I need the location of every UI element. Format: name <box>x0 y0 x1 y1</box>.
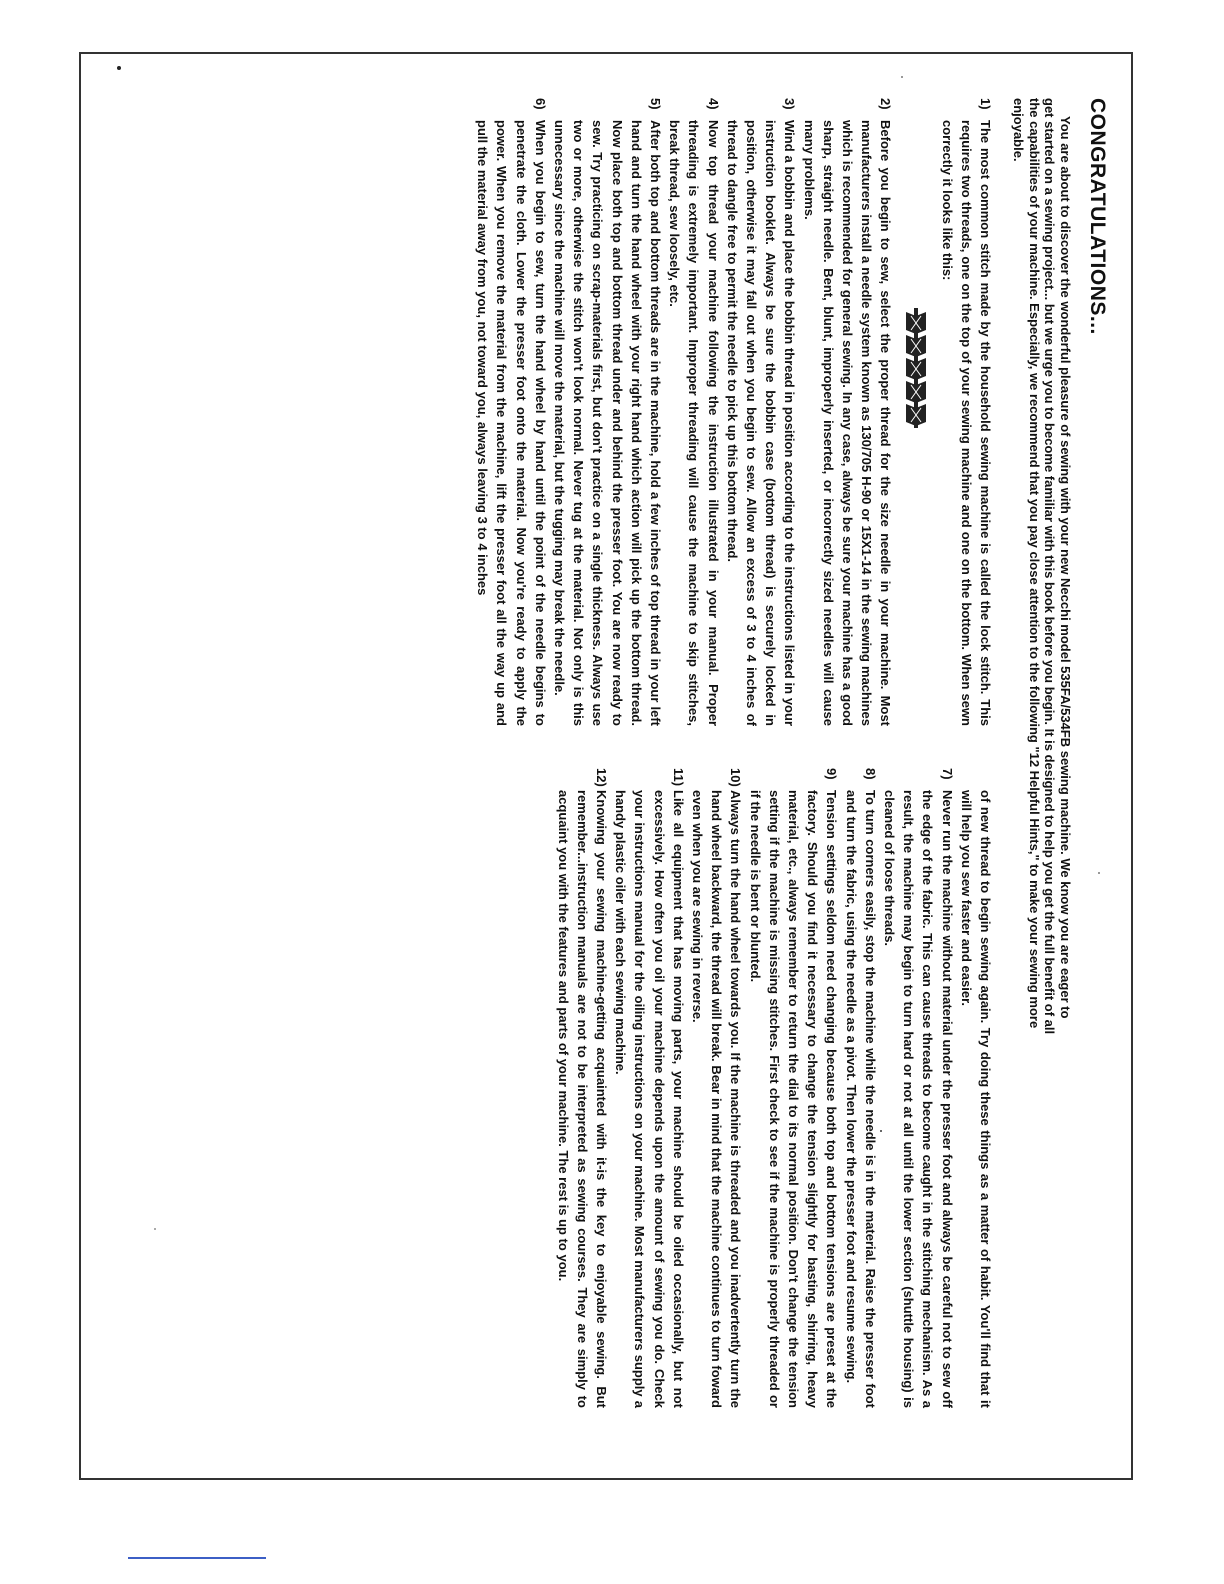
hint-7 <box>880 768 957 1408</box>
hint-text: Always turn the hand wheel towards you. If the machine is threaded and you inadvertently turn the hand wheel backward, the thread will break. Bear in mind that the machine continues to turn foward even when you are sewing in reverse. <box>689 790 744 1408</box>
bottom-rule-line <box>128 1557 266 1559</box>
intro-paragraph: You are about to discover the wonderful pleasure of sewing with your new Necchi model 535FA/534FB sewing machine. We know you are eager to get started on a sewing project... but we urge you to become familiar with this book before you begin. It is designed to help you get the full benefit of all the capabilities of your machine. Especially, we recommend that you pay close attention to the following "12 Helpful Hints," to make your sewing more enjoyable. <box>1011 98 1073 1035</box>
hint-9 <box>745 768 841 1408</box>
hint-6-continued <box>957 768 995 1408</box>
hint-8 <box>841 768 879 1408</box>
hint-text: Tension settings seldom need changing because both top and bottom tensions are preset at the factory. Should you find it necessary to change the tension slightly for basting, shirring, heavy material, etc., always remember to return the dial to its normal position. Don't change the tension setting if the machine is missing stitches. First check to see if the machine is properly threaded or if the needle is bent or blunted. <box>747 790 840 1408</box>
hint-text: To turn corners easily, stop the machine while the needle is in the material. Raise the presser foot and turn the fabric, using the needle as a pivot. Then lower the presser foot and resume sewing. <box>843 790 878 1408</box>
hint-11 <box>611 768 688 1408</box>
hint-5 <box>550 98 665 726</box>
hint-number: 6) <box>532 98 548 110</box>
hint-number: 10) <box>728 768 744 787</box>
scan-speck <box>1098 872 1100 874</box>
rotated-page-content <box>97 68 1117 1468</box>
hint-text: Never run the machine without material under the presser foot and always be careful not to sew off the edge of the fabric. This can cause threads to become caught in the stitching mechanism. As a result, the machine may begin to turn hard or not at all until the lower section (shuttle housing) is cleaned of loose threads. <box>881 790 955 1408</box>
page-frame <box>79 52 1133 1480</box>
hint-number: 2) <box>878 98 894 110</box>
hint-text: Before you begin to sew, select the proper thread for the size needle in your machine. Most manufacturers install a needle system known as 130/705 H-90 or 15X1-14 in the sewing machines which is recommended for general sewing. In any case, always be sure your machine has a good sharp, straight needle. Bent, blunt, improperly inserted, or incorrectly sized needles will cause many problems. <box>801 120 894 726</box>
hint-text: Now top thread your machine following the instruction illustrated in your manual. Proper threading is extremely important. Improper threading will cause the machine to skip stitches, break thread, sew loosely, etc. <box>667 120 721 726</box>
hint-number: 5) <box>647 98 663 110</box>
hint-3 <box>723 98 800 726</box>
lock-stitch-illustration <box>903 308 929 428</box>
hint-number: 1) <box>978 98 993 110</box>
hint-text: The most common stitch made by the household sewing machine is called the lock stitch. This requires two threads, one on the top of your sewing machine and one on the bottom. When sewn correctly it looks like this: <box>939 120 993 726</box>
right-column <box>553 768 995 1408</box>
hint-4 <box>665 98 723 726</box>
scan-speck <box>117 66 121 70</box>
hint-10 <box>688 768 746 1408</box>
hint-12 <box>553 768 611 1408</box>
hint-number: 12) <box>593 768 609 787</box>
hint-number: 11) <box>670 768 686 787</box>
scan-speck <box>901 76 903 78</box>
hint-number: 9) <box>824 768 840 780</box>
hint-text: When you begin to sew, turn the hand wheel by hand until the point of the needle begins to penetrate the cloth. Lower the presser foot onto the material. Now you're ready to apply the power. When you remove the material from the machine, lift the presser foot all the way up and pull the material away from you, not toward you, always leaving 3 to 4 inches <box>475 120 548 726</box>
hint-text: of new thread to begin sewing again. Try doing these things as a matter of habit. You'll find that it will help you sew faster and easier. <box>958 790 993 1408</box>
page-title: CONGRATULATIONS... <box>1086 98 1109 335</box>
scan-speck <box>154 1228 156 1230</box>
hint-text: Wind a bobbin and place the bobbin thread in position according to the instructions listed in your instruction booklet. Always be sure the bobbin case (bottom thread) is securely locked in position, otherwise it may fall out when you begin to sew. Allow an excess of 3 to 4 inches of thread to dangle free to permit the needle to pick up this bottom thread. <box>724 120 798 726</box>
hint-number: 8) <box>862 768 878 780</box>
hint-number: 4) <box>705 98 721 110</box>
hint-number: 3) <box>782 98 798 110</box>
hint-6 <box>473 98 550 726</box>
hint-1 <box>937 98 995 726</box>
left-column <box>473 98 995 726</box>
hint-number: 7) <box>939 768 955 780</box>
hint-2 <box>799 98 895 726</box>
hint-text: After both top and bottom threads are in the machine, hold a few inches of top thread in your left hand and turn the hand wheel with your right hand which action will pick up the bottom thread. Now place both top and bottom thread under and behind the presser foot. You are now ready to sew. Try practicing on scrap-materials first, but don't practice on a single thickness. Always use two or more, otherwise the stitch won't look normal. Never tug at the material. Not only is this unnecessary since the machine will move the material, but the tugging may break the needle. <box>551 120 663 726</box>
hint-text: Like all equipment that has moving parts, your machine should be oiled occasionally, but not excessively. How often you oil your machine depends upon the amount of sewing you do. Check your instructions manual for the oiling instructions on your machine. Most manufacturers supply a handy plastic oiler with each sewing machine. <box>613 790 686 1408</box>
hint-text: Knowing your sewing machine-getting acquainted with it-is the key to enjoyable sewing. But remember...instruction manuals are not to be interpreted as sewing courses. They are simply to acquaint you with the features and parts of your machine. The rest is up to you. <box>555 790 609 1408</box>
scan-speck <box>880 1130 882 1132</box>
